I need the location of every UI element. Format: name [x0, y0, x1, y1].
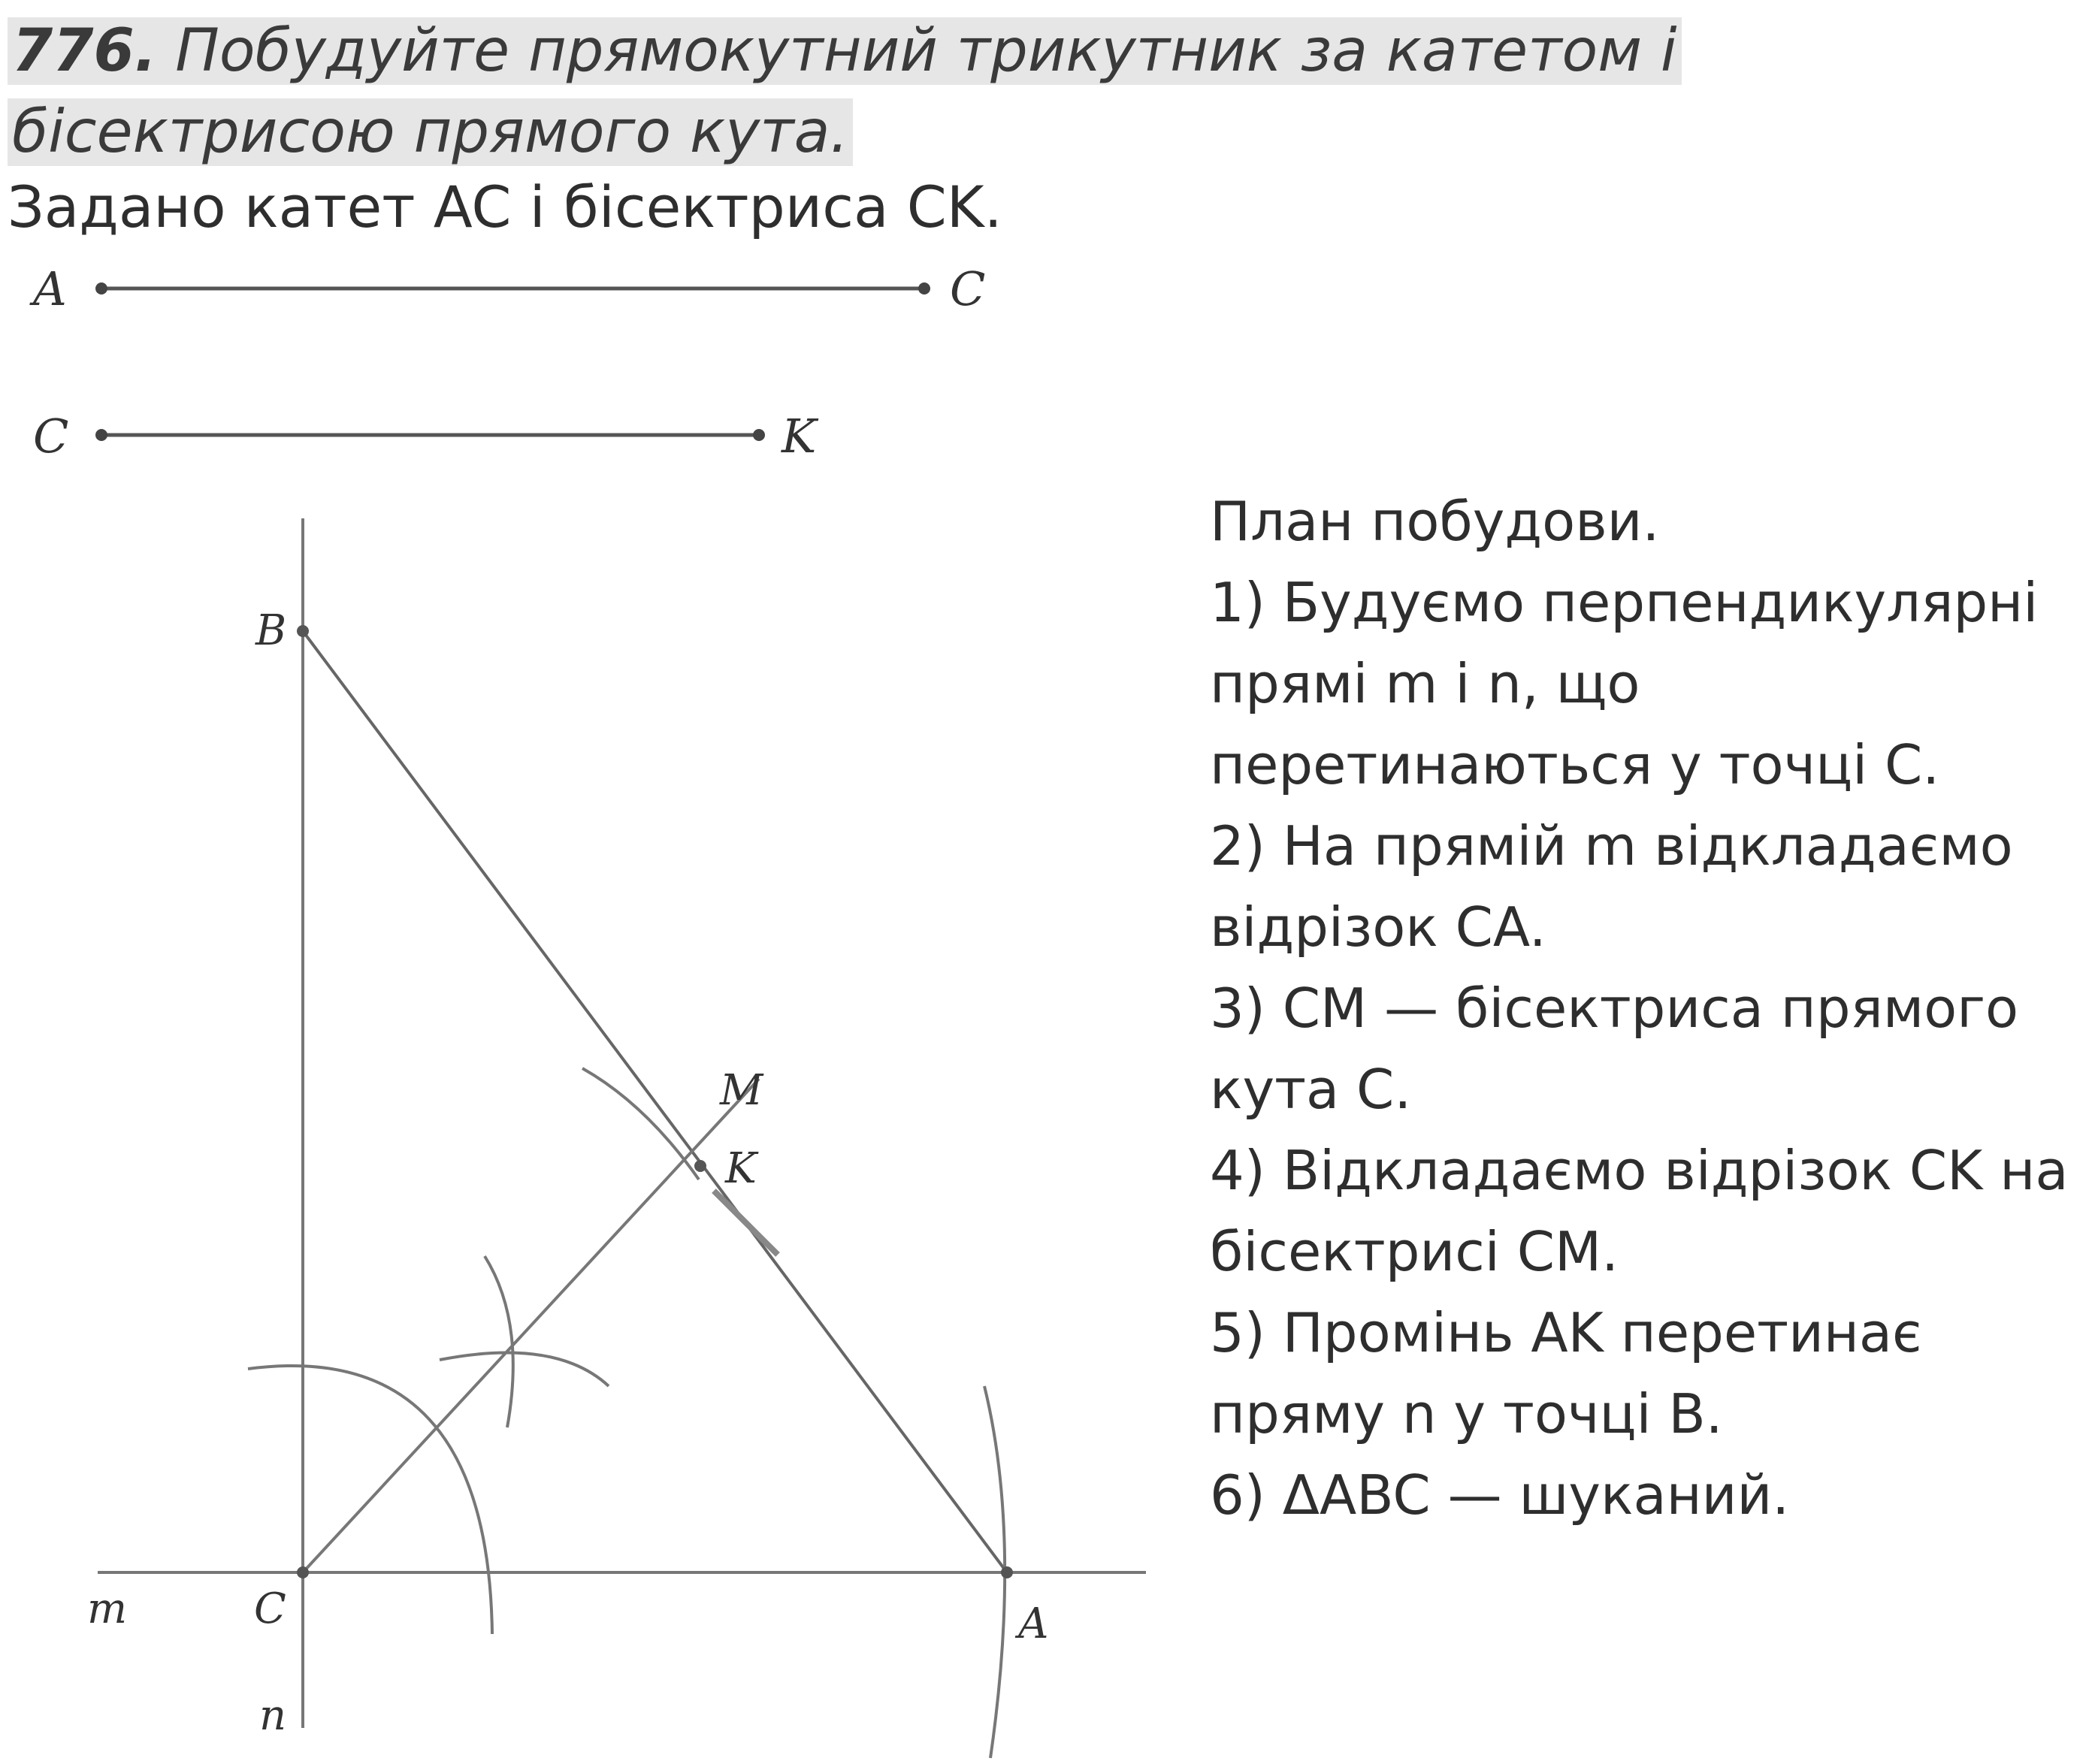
- label-b: B: [255, 606, 287, 655]
- point-c: [297, 1566, 309, 1578]
- plan-step: 2) На прямій m відкладаємо відрізок CA.: [1210, 814, 2013, 959]
- hypotenuse-ab: [303, 631, 1007, 1572]
- segment-ck-label-k: K: [781, 409, 817, 464]
- segment-ac-label-a: A: [33, 261, 67, 316]
- plan-step: 1) Будуємо перпендикулярні прямі m і n, що перетинаються у точці C.: [1210, 571, 2039, 796]
- plan-title: План побудови.: [1210, 490, 1660, 553]
- point-k: [694, 1160, 706, 1172]
- problem-text: Побудуйте прямокутний трикутник за катетом і бісектрисою прямого кута.: [12, 17, 1677, 166]
- arc-bisector-1: [485, 1256, 513, 1427]
- arc-bisector-2: [440, 1353, 609, 1386]
- label-m-point: M: [720, 1066, 763, 1115]
- given-segment-ac: [29, 261, 985, 316]
- label-n: n: [259, 1691, 287, 1740]
- label-a: A: [1018, 1599, 1049, 1648]
- problem-number: 776.: [12, 17, 157, 85]
- point-a: [1001, 1566, 1013, 1578]
- label-c: C: [254, 1584, 286, 1633]
- label-m-line: m: [87, 1584, 128, 1633]
- segment-ck-label-c: C: [33, 409, 69, 464]
- label-k: K: [725, 1144, 757, 1193]
- segment-ak-mark: [714, 1191, 778, 1255]
- given-segment-ck: [33, 409, 819, 464]
- given-text: Задано катет AC і бісектриса CK.: [8, 174, 1002, 240]
- bisector-cm: [303, 1079, 759, 1572]
- plan-step: 6) ΔABC — шуканий.: [1210, 1463, 1790, 1527]
- plan-step: 5) Промінь AK перетинає пряму n у точці B.: [1210, 1301, 1922, 1445]
- plan-step: 3) CM — бісектриса прямого кута C.: [1210, 977, 2019, 1121]
- construction-plan: [1210, 481, 2081, 1536]
- plan-step: 4) Відкладаємо відрізок CK на бісектрисі CM.: [1210, 1139, 2069, 1283]
- segment-ac-label-c: C: [950, 261, 986, 316]
- point-b: [297, 625, 309, 637]
